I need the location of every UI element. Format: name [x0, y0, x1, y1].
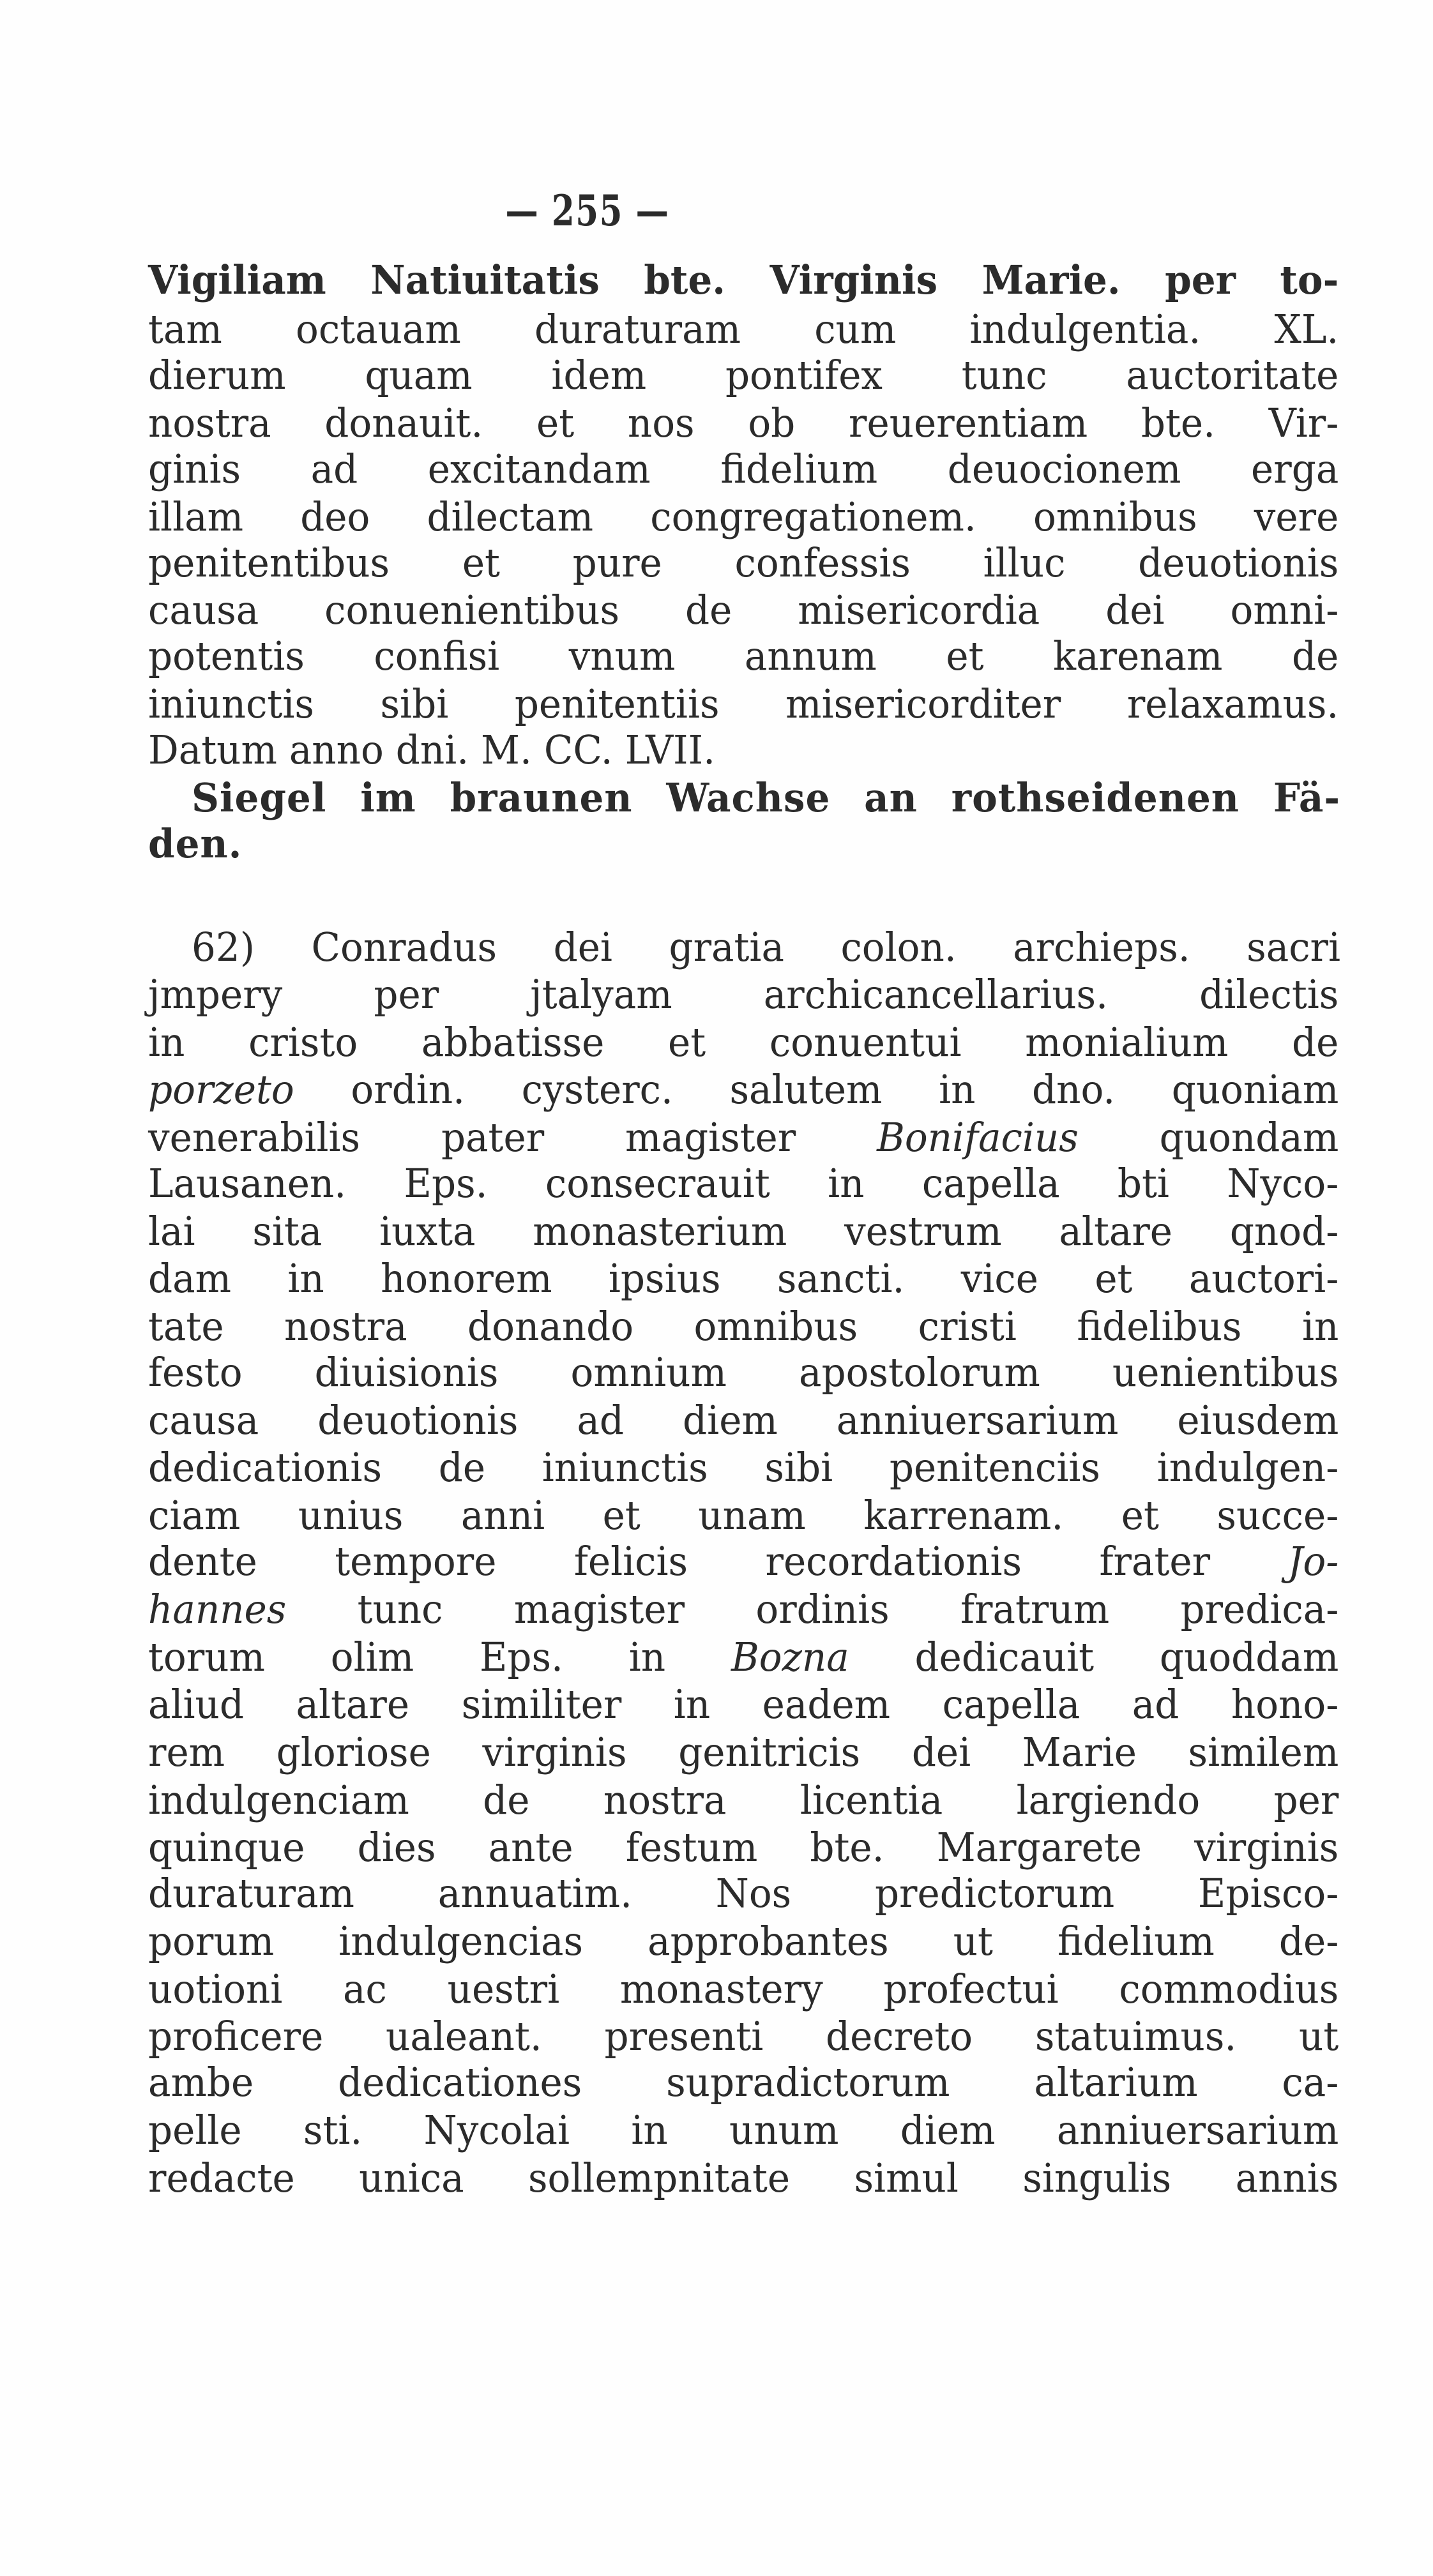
text-line — [148, 493, 1388, 541]
text-line — [148, 681, 1388, 728]
text-line — [148, 1918, 1388, 1965]
text-line-content: 62) Conradus dei gratia colon. archieps. sacri — [192, 924, 1341, 970]
text-line-content: dam in honorem ipsius sancti. vice et auctori- — [148, 1255, 1339, 1302]
text-line — [148, 2059, 1388, 2106]
text-segment: ordin. cysterc. salutem in dno. quoniam — [294, 1066, 1339, 1113]
text-line-content: ambe dedicationes supradictorum altarium ca- — [148, 2059, 1339, 2105]
text-line — [148, 587, 1388, 634]
text-line — [148, 1208, 1388, 1255]
text-line-content: lai sita iuxta monasterium vestrum altare qnod- — [148, 1208, 1339, 1254]
italic-name: porzeto — [148, 1066, 294, 1113]
text-line-content: den. — [148, 820, 243, 867]
text-line-content: uotioni ac uestri monastery profectui commodius — [148, 1966, 1339, 2012]
text-line-content: Vigiliam Natiuitatis bte. Virginis Marie. per to- — [148, 257, 1339, 303]
text-line — [148, 1349, 1388, 1396]
text-line-content: quinque dies ante festum bte. Margarete virginis — [148, 1824, 1339, 1871]
text-segment: venerabilis pater magister — [148, 1114, 877, 1161]
text-line — [148, 2013, 1388, 2060]
text-segment: tunc magister ordinis fratrum predica- — [286, 1586, 1339, 1632]
page-number: — 255 — — [505, 186, 670, 236]
text-line — [148, 257, 1388, 304]
text-line-content: aliud altare similiter in eadem capella ad hono- — [148, 1681, 1339, 1728]
text-line — [148, 820, 1388, 868]
text-line-content: dedicationis de iniunctis sibi penitenciis indulgen- — [148, 1444, 1339, 1491]
text-line-content: Siegel im braunen Wachse an rothseidenen Fä- — [192, 774, 1341, 821]
text-line-content: dierum quam idem pontifex tunc auctoritate — [148, 352, 1339, 398]
text-line-content: ginis ad excitandam fidelium deuocionem erga — [148, 446, 1339, 492]
text-line-content — [148, 1586, 1338, 1633]
text-line — [148, 1966, 1388, 2013]
text-segment: dedicauit quoddam — [849, 1634, 1339, 1680]
text-line-content: ciam unius anni et unam karrenam. et succe- — [148, 1492, 1339, 1539]
text-line — [148, 446, 1388, 493]
text-line — [148, 1397, 1388, 1444]
text-line — [148, 1019, 1388, 1066]
text-line — [148, 1586, 1388, 1633]
text-line — [148, 400, 1388, 447]
text-line-content — [148, 1634, 1338, 1681]
text-line-content: nostra donauit. et nos ob reuerentiam bte. Vir- — [148, 400, 1339, 446]
text-line — [148, 1824, 1388, 1871]
text-line — [192, 774, 1388, 822]
text-line — [148, 1160, 1388, 1207]
text-segment: dente tempore felicis recordationis frater — [148, 1538, 1288, 1585]
text-line-content: tate nostra donando omnibus cristi fidelibus in — [148, 1303, 1339, 1350]
text-line — [148, 971, 1388, 1018]
text-line-content — [148, 1066, 1338, 1113]
text-line — [148, 1492, 1388, 1539]
text-line — [148, 306, 1388, 353]
text-line-content: duraturam annuatim. Nos predictorum Episco- — [148, 1870, 1339, 1917]
text-line — [148, 1538, 1388, 1585]
text-segment: quondam — [1078, 1114, 1339, 1161]
text-line — [148, 2155, 1388, 2202]
text-line — [148, 1777, 1388, 1824]
text-line-content: causa deuotionis ad diem anniuersarium eiusdem — [148, 1397, 1339, 1443]
text-line — [148, 1066, 1388, 1113]
text-line-content: proficere ualeant. presenti decreto statuimus. ut — [148, 2013, 1339, 2060]
text-line-content — [148, 1114, 1338, 1161]
text-line — [148, 539, 1388, 587]
text-line-content: tam octauam duraturam cum indulgentia. XL. — [148, 306, 1339, 352]
italic-name: Jo- — [1287, 1538, 1339, 1585]
italic-name: Bozna — [731, 1634, 849, 1680]
text-line — [148, 2107, 1388, 2154]
text-line — [148, 727, 1388, 774]
text-line — [148, 352, 1388, 399]
text-line — [148, 1729, 1388, 1776]
text-line-content: in cristo abbatisse et conuentui monialium de — [148, 1019, 1339, 1066]
text-line-content — [148, 1538, 1338, 1585]
text-line — [148, 1870, 1388, 1917]
text-line-content: indulgenciam de nostra licentia largiendo per — [148, 1777, 1339, 1823]
text-line-content: illam deo dilectam congregationem. omnibus vere — [148, 493, 1339, 540]
text-line-content: Lausanen. Eps. consecrauit in capella bti Nyco- — [148, 1160, 1339, 1207]
text-line-content: causa conuenientibus de misericordia dei omni- — [148, 587, 1339, 633]
text-line — [148, 1255, 1388, 1302]
italic-name: Bonifacius — [877, 1114, 1079, 1161]
text-line — [148, 1444, 1388, 1491]
text-line — [148, 1634, 1388, 1681]
text-line — [148, 1114, 1388, 1161]
text-line — [148, 633, 1388, 680]
text-line — [192, 924, 1388, 971]
text-line-content: rem gloriose virginis genitricis dei Marie similem — [148, 1729, 1339, 1775]
italic-name: hannes — [148, 1586, 287, 1632]
text-line-content: potentis confisi vnum annum et karenam de — [148, 633, 1339, 679]
text-line-content: redacte unica sollempnitate simul singulis annis — [148, 2155, 1339, 2201]
text-line-content: festo diuisionis omnium apostolorum uenientibus — [148, 1349, 1339, 1396]
text-line — [148, 1681, 1388, 1728]
text-segment: torum olim Eps. in — [148, 1634, 731, 1680]
text-line-content: Datum anno dni. M. CC. LVII. — [148, 727, 716, 773]
text-line — [148, 1303, 1388, 1350]
text-line-content: iniunctis sibi penitentiis misericorditer relaxamus. — [148, 681, 1339, 727]
text-line-content: penitentibus et pure confessis illuc deuotionis — [148, 539, 1339, 586]
text-line-content: porum indulgencias approbantes ut fidelium de- — [148, 1918, 1339, 1964]
text-line-content: jmpery per jtalyam archicancellarius. dilectis — [148, 971, 1339, 1018]
text-line-content: pelle sti. Nycolai in unum diem anniuersarium — [148, 2107, 1339, 2153]
